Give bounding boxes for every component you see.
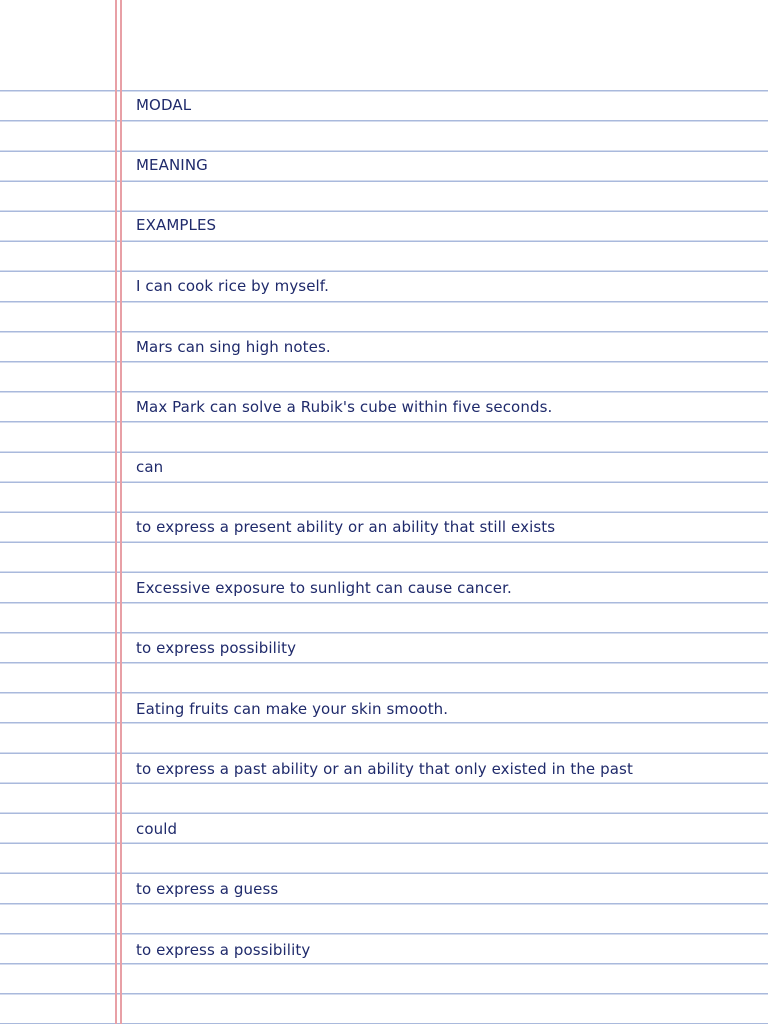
text-line: Mars can sing high notes. [136, 338, 331, 356]
text-line: MEANING [136, 156, 208, 174]
text-line: Max Park can solve a Rubik's cube within five seconds. [136, 398, 553, 416]
text-line: to express possibility [136, 639, 297, 657]
text-line: to express a present ability or an ability that still exists [136, 518, 556, 536]
text-line: Eating fruits can make your skin smooth. [136, 700, 449, 718]
text-line: EXAMPLES [136, 216, 217, 234]
text-line: I can cook rice by myself. [136, 277, 329, 295]
margin-line [115, 0, 117, 1024]
text-line: to express a possibility [136, 941, 311, 959]
text-line: could [136, 820, 178, 838]
margin-line [120, 0, 122, 1024]
text-line: can [136, 458, 164, 476]
text-line: to express a past ability or an ability that only existed in the past [136, 760, 633, 778]
text-line: to express a guess [136, 880, 279, 898]
text-line: Excessive exposure to sunlight can cause cancer. [136, 579, 512, 597]
text-line: MODAL [136, 96, 192, 114]
